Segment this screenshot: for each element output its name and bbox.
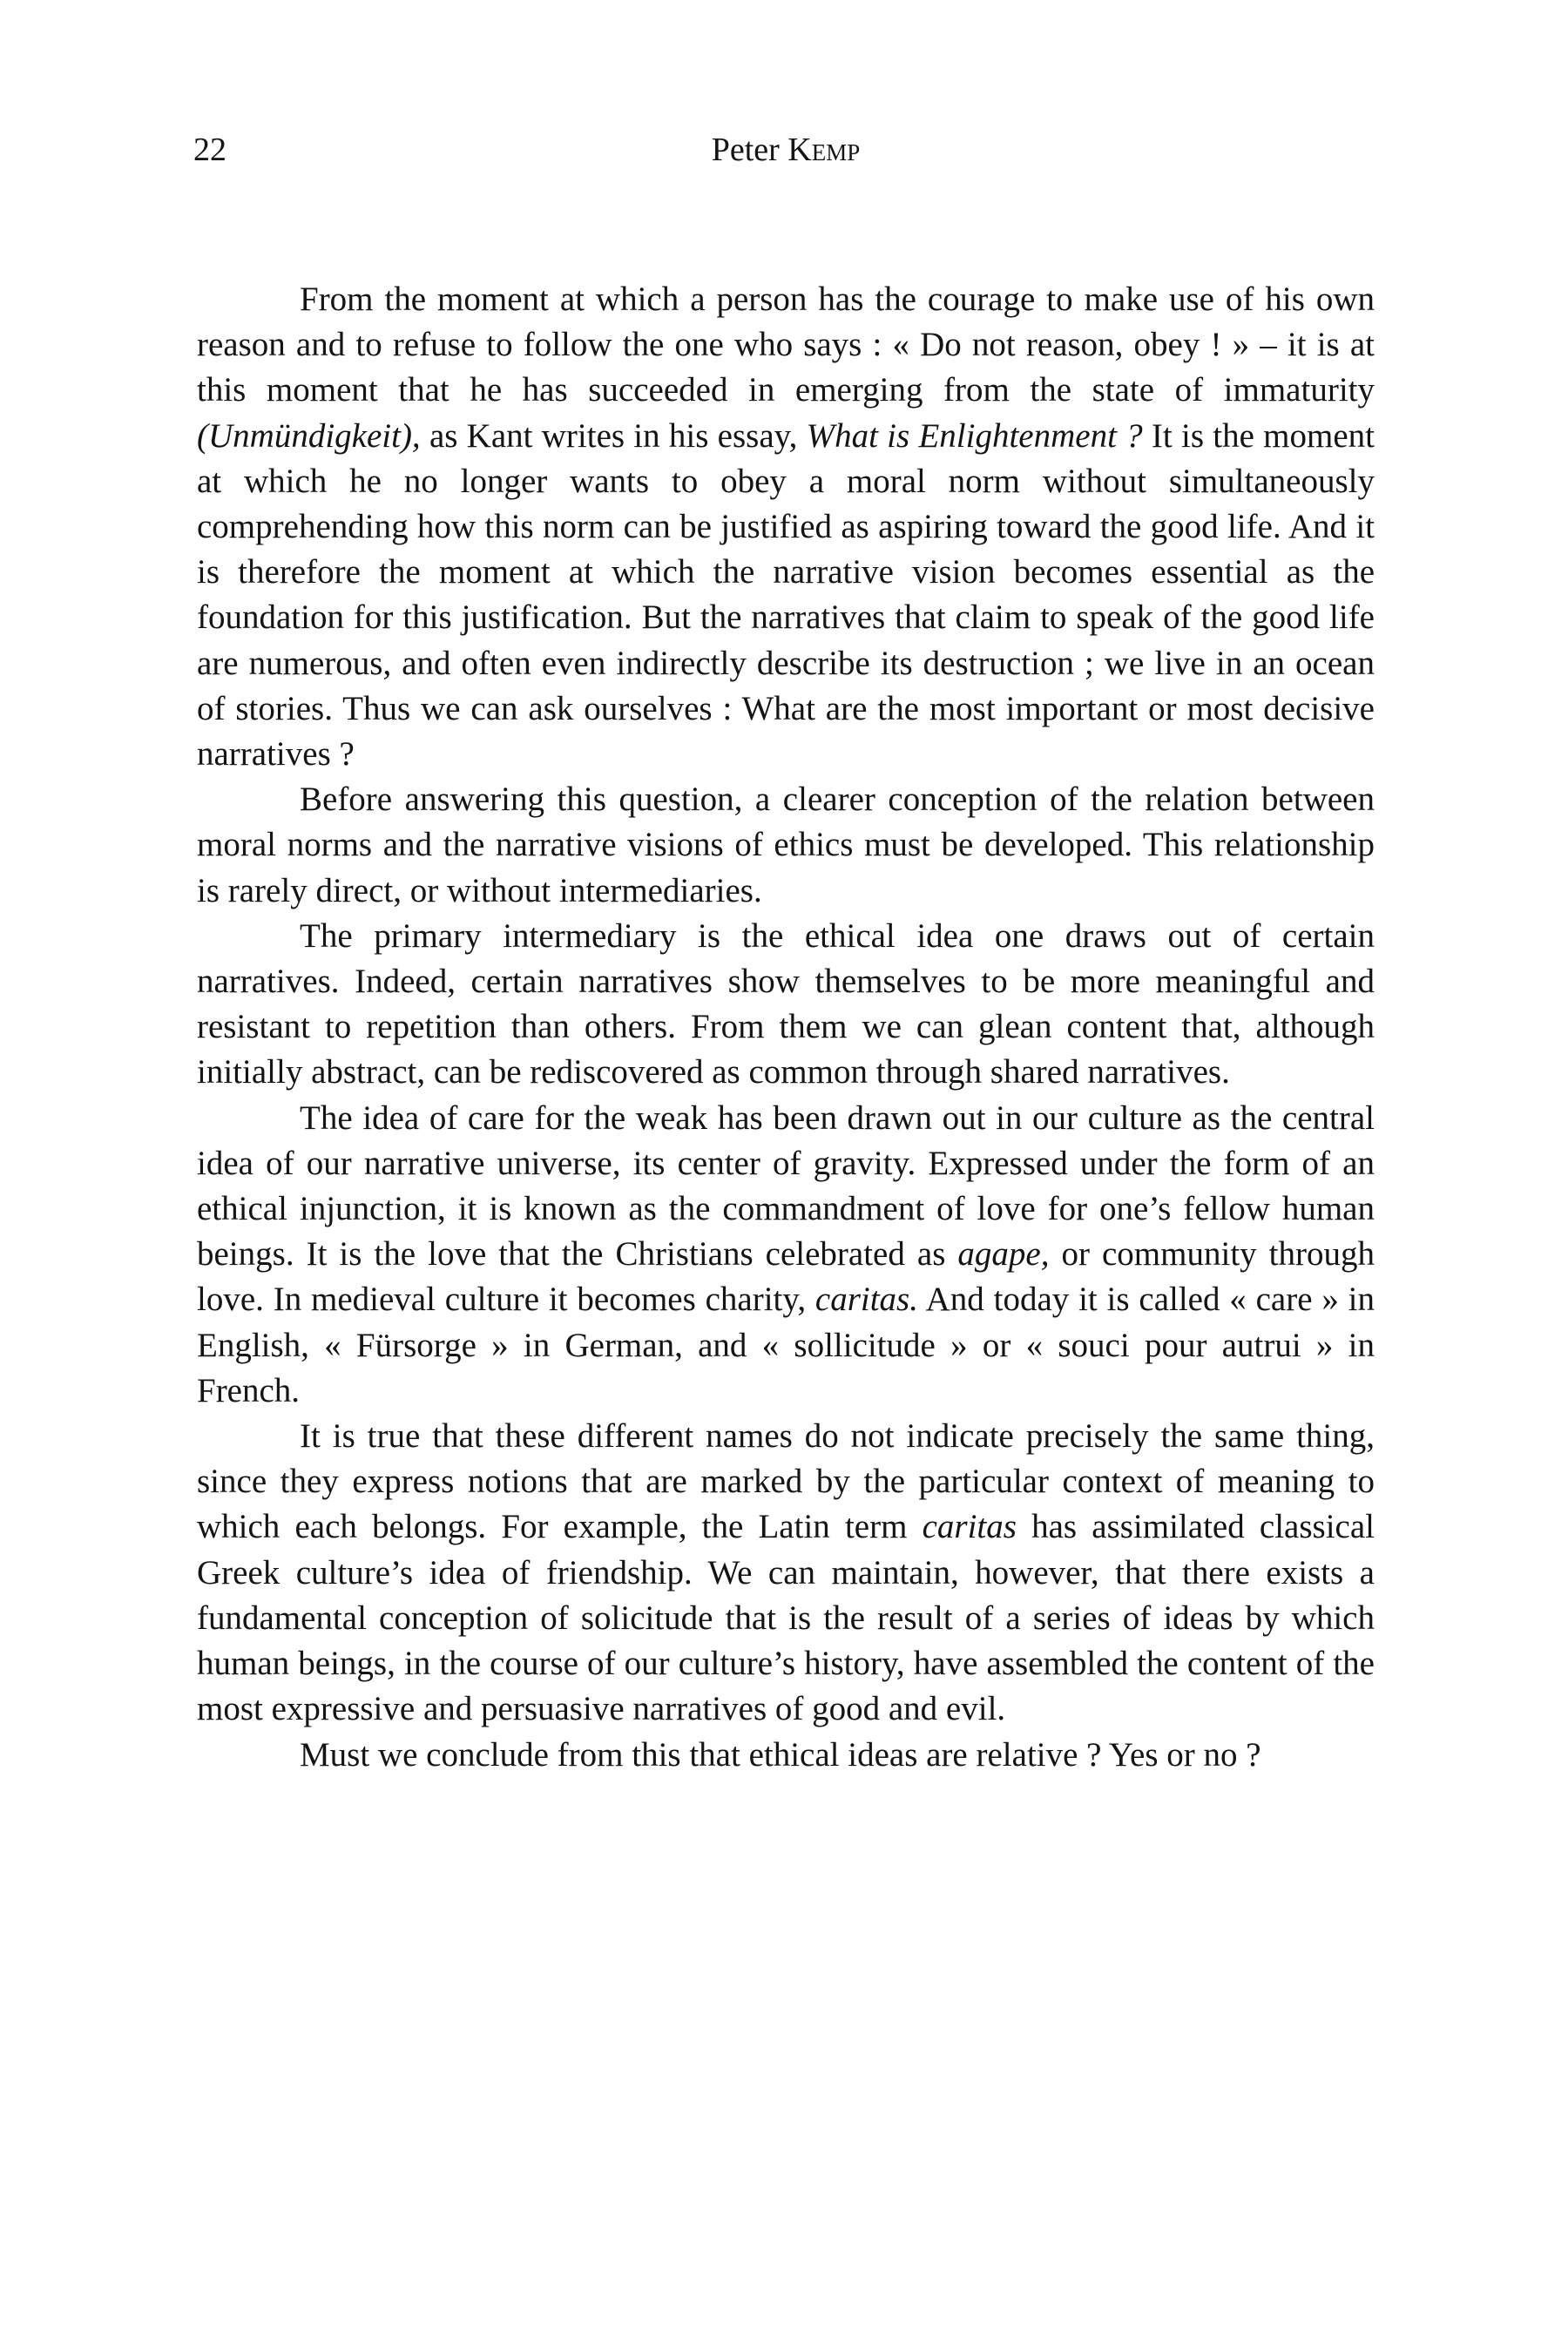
paragraph [197, 277, 1375, 777]
paragraph [197, 914, 1375, 1096]
italic-text: caritas. [814, 1281, 918, 1319]
text-run: as Kant writes in his essay, [420, 416, 807, 455]
running-title [193, 127, 1378, 172]
italic-text: What is Enlightenment ? [806, 416, 1143, 455]
paragraph [197, 1096, 1375, 1414]
paragraph [197, 1414, 1375, 1732]
page-number: 22 [193, 132, 226, 168]
text-run: And today it is called « care » in English, « Fürsorge » in German, and « sollicitude » or « souci pour autrui » in French. [197, 1281, 1375, 1409]
text-run: It is true that these different names do not indicate precisely the same thing, since they express notions that are marked by the particular context of meaning to which each belongs. For example, the Latin term [197, 1417, 1375, 1546]
text-run: has assimilated classical Greek culture’s idea of friendship. We can maintain, however, that there exists a fundamental conception of solicitude that is the result of a series of ideas by which human beings, in the course of our culture’s history, have assembled the content of the most expressive and persuasive narratives of good and evil. [197, 1508, 1375, 1728]
paragraph [197, 777, 1375, 914]
text-run: From the moment at which a person has the courage to make use of his own reason and to refuse to follow the one who says : « Do not reason, obey ! » – it is at this moment that he has succeeded in emerging from the state of immaturity [197, 280, 1375, 409]
text-run: It is the moment at which he no longer wants to obey a moral norm without simultaneously comprehending how this norm can be justified as aspiring toward the good life. And it is therefore the moment at which the narrative vision becomes essential as the foundation for this justification. But the narratives that claim to speak of the good life are numerous, and often even indirectly describe its destruction ; we live in an ocean of stories. Thus we can ask ourselves : What are the most important or most decisive narratives ? [197, 416, 1375, 774]
author-first-name: Peter [711, 132, 788, 168]
text-run: The idea of care for the weak has been drawn out in our culture as the central idea of our narrative universe, its center of gravity. Expressed under the form of an ethical injunction, it is known as the commandment of love for one’s fellow human beings. It is the love that the Christians celebrated as [197, 1098, 1375, 1274]
italic-text: (Unmündigkeit), [197, 416, 421, 455]
running-head [193, 127, 1378, 172]
text-run: Before answering this question, a clearer conception of the relation between moral norms and the narrative visions of ethics must be developed. This relationship is rarely direct, or without intermediaries. [197, 781, 1375, 909]
italic-text: agape, [957, 1235, 1050, 1274]
italic-text: caritas [922, 1508, 1017, 1546]
paragraph [197, 1733, 1375, 1778]
text-run: or community through love. In medieval culture it becomes charity, [197, 1235, 1375, 1319]
body-text [197, 277, 1375, 1778]
text-run: Must we conclude from this that ethical ideas are relative ? Yes or no ? [300, 1735, 1261, 1774]
author-last-name: Kemp [787, 132, 861, 168]
text-run: The primary intermediary is the ethical idea one draws out of certain narratives. Indeed, certain narratives show themselves to be more meaningful and resistant to repetition than others. From them we can glean content that, although initially abstract, can be rediscovered as common through shared narratives. [197, 916, 1375, 1092]
